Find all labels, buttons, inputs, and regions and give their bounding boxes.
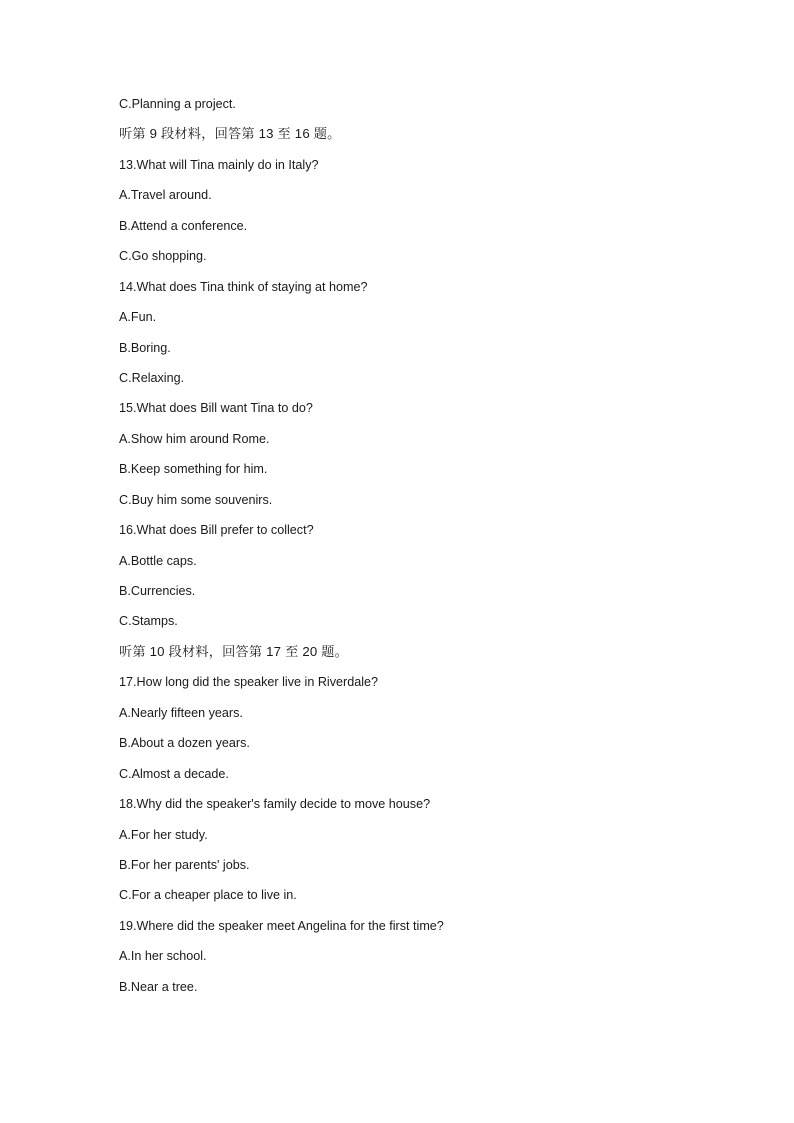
option-line: C.Almost a decade.	[119, 766, 229, 781]
option-line: C.Go shopping.	[119, 249, 207, 264]
option-line: B.Attend a conference.	[119, 218, 248, 233]
option-line: C.Planning a project.	[119, 97, 236, 111]
option-line: A.Nearly fifteen years.	[119, 705, 243, 720]
question-line: 17.How long did the speaker live in Riverdale?	[119, 675, 379, 690]
option-line: C.Relaxing.	[119, 370, 185, 385]
option-line: A.For her study.	[119, 827, 208, 842]
question-line: 13.What will Tina mainly do in Italy?	[119, 157, 319, 172]
option-line: C.Buy him some souvenirs.	[119, 492, 273, 507]
option-line: B.Boring.	[119, 340, 171, 355]
section-heading: 听第 9 段材料，回答第 13 至 16 题。	[119, 126, 341, 142]
question-line: 14.What does Tina think of staying at home?	[119, 279, 368, 294]
option-line: B.Near a tree.	[119, 979, 198, 994]
option-line: A.Travel around.	[119, 188, 212, 203]
option-line: B.Keep something for him.	[119, 462, 268, 477]
option-line: A.Show him around Rome.	[119, 431, 270, 446]
option-line: C.Stamps.	[119, 614, 178, 629]
question-line: 15.What does Bill want Tina to do?	[119, 401, 313, 416]
option-line: B.About a dozen years.	[119, 736, 250, 751]
document-page	[119, 94, 719, 1007]
question-line: 19.Where did the speaker meet Angelina for the first time?	[119, 918, 444, 933]
question-line: 18.Why did the speaker's family decide to move house?	[119, 797, 431, 812]
option-line: C.For a cheaper place to live in.	[119, 888, 297, 903]
option-line: B.For her parents' jobs.	[119, 857, 250, 872]
question-line: 16.What does Bill prefer to collect?	[119, 523, 314, 538]
option-line: B.Currencies.	[119, 584, 196, 598]
option-line: A.Bottle caps.	[119, 553, 197, 568]
option-line: A.Fun.	[119, 310, 157, 325]
section-heading: 听第 10 段材料，回答第 17 至 20 题。	[119, 643, 349, 659]
option-line: A.In her school.	[119, 949, 207, 964]
